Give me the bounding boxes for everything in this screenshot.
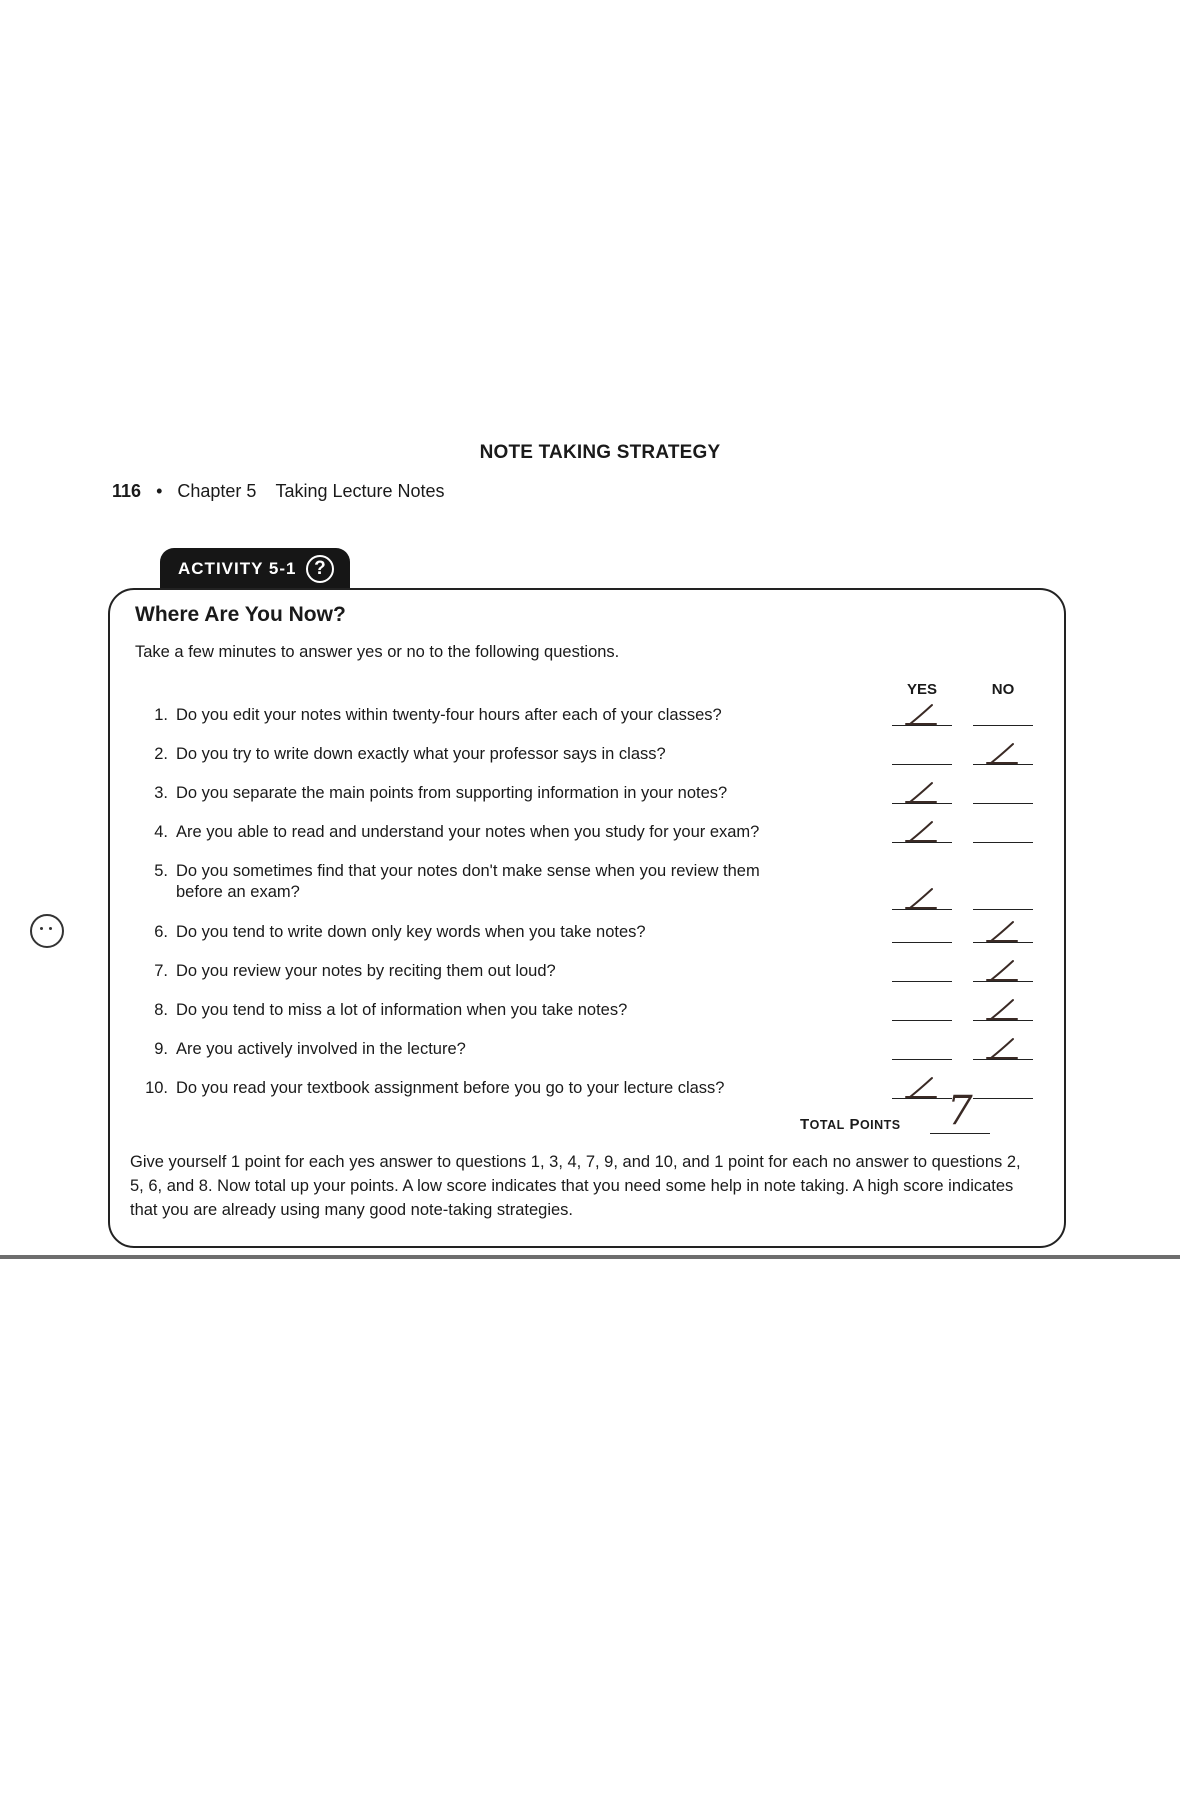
- question-item: [140, 1039, 820, 1060]
- answer-blank-no[interactable]: [973, 740, 1033, 765]
- question-number: 6.: [154, 923, 168, 941]
- question-number: 10.: [145, 1079, 168, 1097]
- question-number: 3.: [154, 784, 168, 802]
- question-text: Are you able to read and understand your notes when you study for your exam?: [176, 823, 760, 841]
- answer-blank-yes[interactable]: [892, 1035, 952, 1060]
- question-number: 7.: [154, 962, 168, 980]
- handwritten-check-icon: [973, 957, 1033, 983]
- question-item: [140, 1078, 820, 1099]
- question-text: Do you edit your notes within twenty-four hours after each of your classes?: [176, 706, 722, 724]
- instructions: Take a few minutes to answer yes or no to the following questions.: [135, 643, 620, 661]
- question-item: [140, 705, 820, 726]
- answer-blank-yes[interactable]: [892, 996, 952, 1021]
- handwritten-check-icon: [892, 818, 952, 844]
- column-header-no: NO: [991, 681, 1015, 698]
- margin-circle-icon: [30, 914, 64, 948]
- question-number: 1.: [154, 706, 168, 724]
- scoring-instructions: Give yourself 1 point for each yes answer to questions 1, 3, 4, 7, 9, and 10, and 1 point for each no answer to questions 2, 5, 6, and 8. Now total up your points. A low score indicates that you need some help in note taking. A high score indicates that you are already using many good note-taking strategies.: [130, 1153, 1021, 1219]
- column-header-yes: YES: [906, 681, 937, 698]
- answer-blank-yes[interactable]: [892, 818, 952, 843]
- question-text: Do you try to write down exactly what your professor says in class?: [176, 745, 666, 763]
- chapter-label: Chapter 5: [177, 481, 257, 501]
- total-points-label: TOTAL POINTS: [800, 1116, 901, 1133]
- answer-blank-no[interactable]: [973, 779, 1033, 804]
- answer-blank-yes[interactable]: [892, 918, 952, 943]
- question-text: Do you tend to miss a lot of information when you take notes?: [176, 1001, 628, 1019]
- question-number: 2.: [154, 745, 168, 763]
- answer-blank-yes[interactable]: [892, 779, 952, 804]
- question-number: 9.: [154, 1040, 168, 1058]
- question-item: [140, 822, 820, 843]
- question-item: [140, 744, 820, 765]
- question-item: [140, 861, 820, 903]
- question-text: Do you separate the main points from supporting information in your notes?: [176, 784, 728, 802]
- answer-blank-no[interactable]: [973, 918, 1033, 943]
- total-points-value: 7: [947, 1088, 973, 1134]
- activity-label: ACTIVITY 5-1: [178, 559, 297, 578]
- handwritten-check-icon: [973, 996, 1033, 1022]
- answer-blank-yes[interactable]: [892, 740, 952, 765]
- question-number: 4.: [154, 823, 168, 841]
- running-head: [112, 481, 445, 502]
- answer-blank-no[interactable]: [973, 885, 1033, 910]
- handwritten-check-icon: [973, 1035, 1033, 1061]
- question-text: Do you tend to write down only key words when you take notes?: [176, 923, 646, 941]
- answer-blank-yes[interactable]: [892, 957, 952, 982]
- question-text-continued: before an exam?: [176, 883, 300, 901]
- handwritten-check-icon: [973, 918, 1033, 944]
- question-item: [140, 1000, 820, 1021]
- answer-blank-no[interactable]: [973, 1035, 1033, 1060]
- question-item: [140, 922, 820, 943]
- answer-blank-yes[interactable]: [892, 701, 952, 726]
- question-item: [140, 783, 820, 804]
- page-number: 116: [112, 481, 142, 501]
- activity-tab: [160, 548, 350, 590]
- question-text: Do you review your notes by reciting them out loud?: [176, 962, 556, 980]
- handwritten-check-icon: [973, 740, 1033, 766]
- question-number: 8.: [154, 1001, 168, 1019]
- handwritten-check-icon: [892, 779, 952, 805]
- answer-blank-no[interactable]: [973, 957, 1033, 982]
- answer-blank-no[interactable]: [973, 818, 1033, 843]
- answer-blank-yes[interactable]: [892, 885, 952, 910]
- question-text: Are you actively involved in the lecture?: [176, 1040, 466, 1058]
- chapter-title: Taking Lecture Notes: [275, 481, 445, 501]
- activity-title: Where Are You Now?: [135, 603, 346, 626]
- question-number: 5.: [154, 862, 168, 880]
- handwritten-check-icon: [892, 701, 952, 727]
- bottom-rule: [0, 1255, 1180, 1259]
- bullet-separator: •: [156, 481, 163, 501]
- document-title: NOTE TAKING STRATEGY: [479, 442, 721, 463]
- question-text: Do you read your textbook assignment before you go to your lecture class?: [176, 1079, 725, 1097]
- answer-blank-no[interactable]: [973, 701, 1033, 726]
- question-text: Do you sometimes find that your notes don't make sense when you review them: [176, 862, 760, 880]
- question-mark-icon: ?: [306, 555, 334, 583]
- question-item: [140, 961, 820, 982]
- answer-blank-no[interactable]: [973, 996, 1033, 1021]
- handwritten-check-icon: [892, 885, 952, 911]
